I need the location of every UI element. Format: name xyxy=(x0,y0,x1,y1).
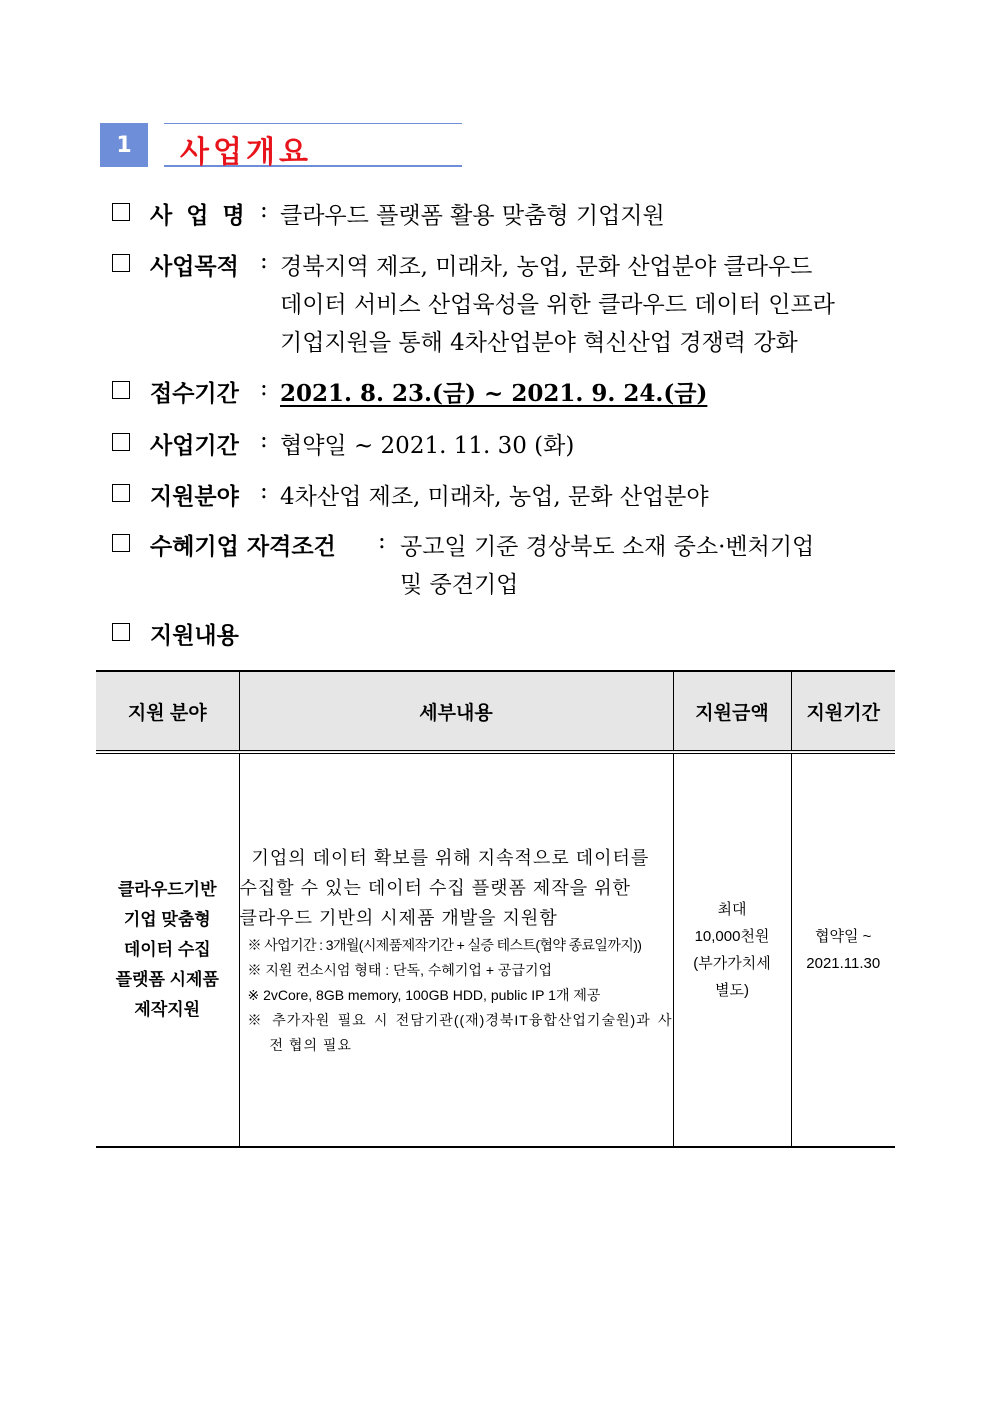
item-sep: : xyxy=(260,427,268,453)
item-sep: : xyxy=(260,375,268,401)
table-header-cell: 지원 분야 xyxy=(96,671,239,752)
table-header-cell: 지원기간 xyxy=(791,671,895,752)
item-line: 공고일 기준 경상북도 소재 중소·벤처기업 xyxy=(400,534,815,560)
table-header-cell: 지원금액 xyxy=(673,671,791,752)
category-line: 클라우드기반 xyxy=(117,880,217,899)
amount-line: 10,000천원 xyxy=(694,928,770,945)
amount-line: 최대 xyxy=(717,901,747,918)
item-value: 4차산업 제조, 미래차, 농업, 문화 산업분야 xyxy=(280,484,709,510)
period-cell xyxy=(791,752,895,1147)
item-label: 지원내용 xyxy=(150,623,239,649)
amount-cell xyxy=(673,752,791,1147)
item-label: 사업기간 xyxy=(150,433,239,459)
section-title-box xyxy=(164,123,462,170)
checkbox-square-icon xyxy=(112,534,130,552)
detail-note: ※ 추가자원 필요 시 전담기관((재)경북IT융합산업기술원)과 사전 협의 필요 xyxy=(247,1011,673,1053)
detail-note: ※ 2vCore, 8GB memory, 100GB HDD, public IP 1개 제공 xyxy=(247,986,601,1003)
category-line: 기업 맞춤형 xyxy=(123,910,211,929)
detail-line: 기업의 데이터 확보를 위해 지속적으로 데이터를 xyxy=(251,847,650,868)
category-line: 플랫폼 시제품 xyxy=(115,970,219,989)
item-label: 접수기간 xyxy=(150,381,239,407)
checkbox-square-icon xyxy=(112,623,130,641)
item-line: 경북지역 제조, 미래차, 농업, 문화 산업분야 클라우드 xyxy=(280,254,813,280)
detail-cell xyxy=(239,752,673,1147)
checkbox-square-icon xyxy=(112,433,130,451)
item-line: 기업지원을 통해 4차산업분야 혁신산업 경쟁력 강화 xyxy=(280,330,798,356)
item-sep: : xyxy=(260,248,268,274)
item-label: 사 업 명 xyxy=(150,203,245,229)
item-line: 데이터 서비스 산업육성을 위한 클라우드 데이터 인프라 xyxy=(280,292,835,318)
period-line: 2021.11.30 xyxy=(806,955,881,972)
checkbox-square-icon xyxy=(112,381,130,399)
detail-line: 클라우드 기반의 시제품 개발을 지원함 xyxy=(239,907,558,928)
checkbox-square-icon xyxy=(112,203,130,221)
item-sep: : xyxy=(378,528,386,554)
table-header-cell: 세부내용 xyxy=(239,671,673,752)
support-category-cell xyxy=(96,752,239,1147)
item-line: 및 중견기업 xyxy=(400,572,519,598)
item-sep: : xyxy=(260,478,268,504)
detail-note: ※ 지원 컨소시엄 형태 : 단독, 수혜기업 + 공급기업 xyxy=(247,961,553,978)
item-value: 2021. 8. 23.(금) ~ 2021. 9. 24.(금) xyxy=(280,380,708,407)
table-row xyxy=(96,752,895,1147)
category-line: 제작지원 xyxy=(134,1000,201,1019)
amount-line: 별도) xyxy=(715,982,749,999)
item-label: 사업목적 xyxy=(150,254,239,280)
section-number: 1 xyxy=(100,123,148,167)
item-label: 지원분야 xyxy=(150,484,239,510)
checkbox-square-icon xyxy=(112,254,130,272)
support-table xyxy=(96,670,895,1148)
category-line: 데이터 수집 xyxy=(123,940,211,959)
checkbox-square-icon xyxy=(112,484,130,502)
period-line: 협약일 ~ xyxy=(815,928,872,945)
item-value: 협약일 ~ 2021. 11. 30 (화) xyxy=(280,433,575,459)
table-header-row xyxy=(96,671,895,752)
amount-line: (부가가치세 xyxy=(693,955,771,972)
section-title: 사업개요 xyxy=(180,135,312,170)
item-label: 수혜기업 자격조건 xyxy=(150,534,336,560)
detail-note: ※ 사업기간 : 3개월(시제품제작기간 + 실증 테스트(협약 종료일까지)) xyxy=(247,936,642,953)
detail-line: 수집할 수 있는 데이터 수집 플랫폼 제작을 위한 xyxy=(239,877,631,898)
item-value: 클라우드 플랫폼 활용 맞춤형 기업지원 xyxy=(280,203,665,229)
item-sep: : xyxy=(260,197,268,223)
